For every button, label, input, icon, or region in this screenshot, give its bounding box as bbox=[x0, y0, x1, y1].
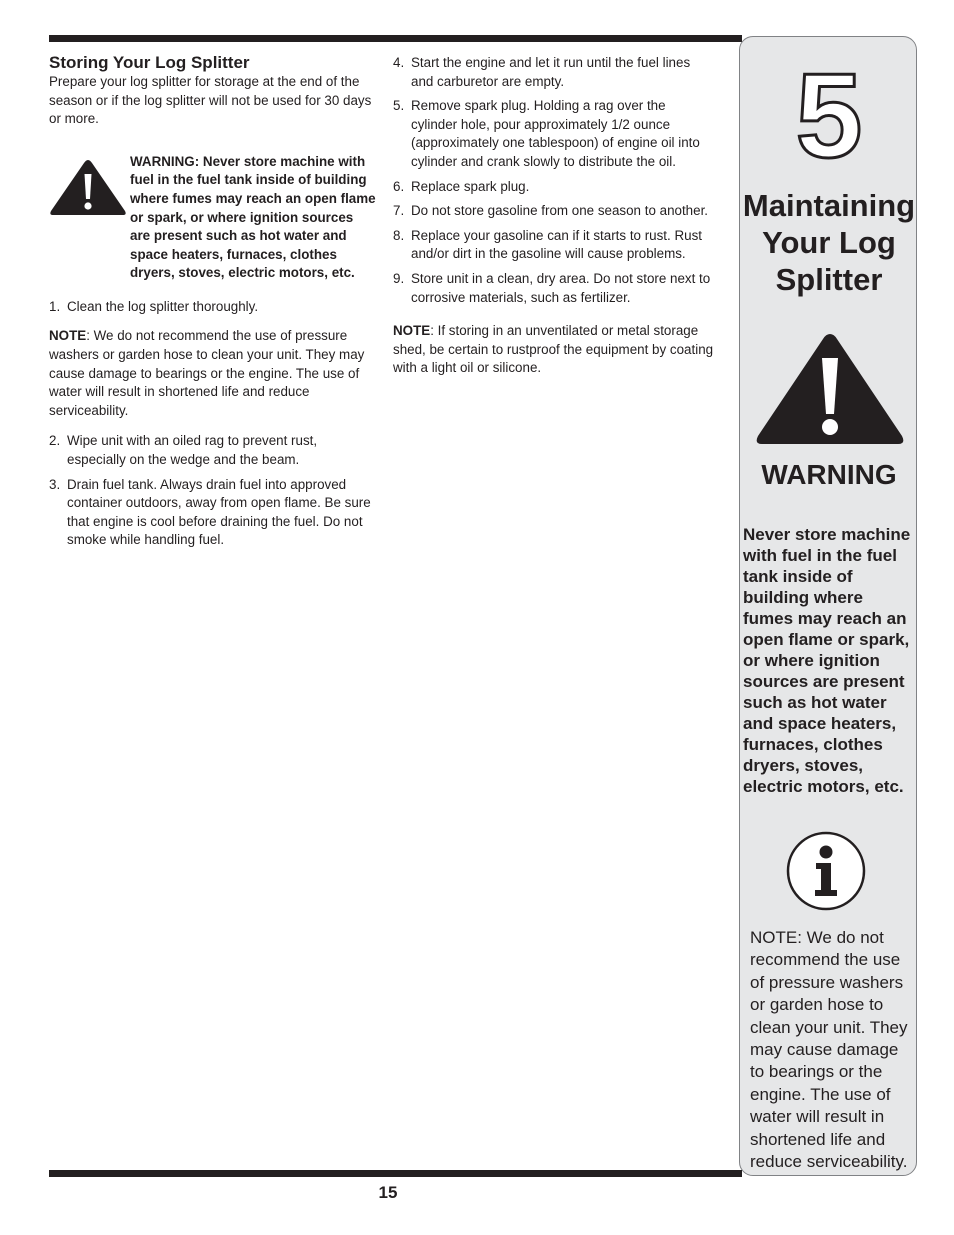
step-text: Clean the log splitter thoroughly. bbox=[67, 298, 259, 314]
list-item bbox=[49, 298, 377, 317]
warning-heading: WARNING bbox=[761, 459, 897, 490]
right-column bbox=[393, 54, 715, 378]
step-text: Replace spark plug. bbox=[411, 178, 530, 194]
warning-text: WARNING: Never store machine with fuel in the fuel tank inside of building where fumes may reach an open flame or spark, or where ignition sources are present such as hot water and space heaters, furnaces, clothes dryers, stoves, electric motors, etc. bbox=[130, 153, 376, 281]
step-text: Store unit in a clean, dry area. Do not store next to corrosive materials, such as fertilizer. bbox=[411, 270, 711, 305]
top-rule bbox=[49, 35, 742, 42]
list-item bbox=[393, 178, 715, 197]
step-number: 3. bbox=[49, 476, 61, 492]
chapter-title-line: Splitter bbox=[775, 262, 883, 297]
step-text: Do not store gasoline from one season to another. bbox=[411, 203, 709, 219]
chapter-number bbox=[740, 57, 918, 167]
list-item bbox=[393, 202, 715, 221]
step-number: 8. bbox=[393, 227, 405, 243]
chapter-title-line: Your Log bbox=[762, 225, 896, 260]
intro-paragraph: Prepare your log splitter for storage at the end of the season or if the log splitter will not be used for 30 days or more. bbox=[49, 74, 372, 127]
steps-list-a bbox=[49, 298, 377, 317]
warning-triangle-icon bbox=[49, 157, 127, 217]
note-paragraph bbox=[49, 327, 377, 420]
step-text: Start the engine and let it run until the fuel lines and carburetor are empty. bbox=[411, 55, 691, 89]
steps-list-b bbox=[49, 432, 377, 550]
note-label: NOTE bbox=[49, 328, 87, 344]
sidebar-warning-text: Never store machine with fuel in the fuel tank inside of building where fumes may reach an open flame or spark, or where ignition sources are present such as hot water and space heaters, furnaces, clothes dryers, stoves, electric motors, etc. bbox=[743, 525, 911, 796]
sidebar-note-text: NOTE: We do not recommend the use of pressure washers or garden hose to clean your unit. They may cause damage to bearings or the engine. The use of water will result in shortened life and reduce serviceability. bbox=[750, 928, 908, 1172]
chapter-number-text: 5 bbox=[795, 57, 863, 167]
list-item bbox=[49, 432, 377, 469]
step-number: 1. bbox=[49, 298, 61, 314]
list-item bbox=[393, 270, 715, 307]
page-number: 15 bbox=[378, 1183, 398, 1202]
step-text: Replace your gasoline can if it starts to rust. Rust and/or dirt in the gasoline will cause problems. bbox=[411, 227, 703, 262]
warning-triangle-icon bbox=[754, 330, 906, 450]
list-item bbox=[393, 54, 715, 91]
step-number: 7. bbox=[393, 203, 405, 219]
list-item bbox=[393, 97, 715, 171]
note-paragraph bbox=[393, 322, 715, 378]
step-text: Drain fuel tank. Always drain fuel into approved container outdoors, away from open flame. Be sure that engine is cool before draining the fuel. Do not smoke while handling fuel. bbox=[67, 476, 371, 548]
step-number: 2. bbox=[49, 433, 61, 449]
section-heading: Storing Your Log Splitter bbox=[49, 53, 250, 72]
step-number: 5. bbox=[393, 98, 405, 114]
left-column bbox=[49, 53, 377, 556]
chapter-sidebar bbox=[739, 36, 917, 1176]
warning-block bbox=[49, 153, 377, 293]
step-text: Wipe unit with an oiled rag to prevent rust, especially on the wedge and the beam. bbox=[67, 433, 318, 467]
step-number: 4. bbox=[393, 55, 405, 70]
note-label: NOTE bbox=[393, 323, 431, 339]
note-text: : If storing in an unventilated or metal storage shed, be certain to rustproof the equipment by coating with a light oil or silicone. bbox=[393, 323, 714, 376]
info-icon bbox=[785, 830, 867, 912]
note-text: : We do not recommend the use of pressure washers or garden hose to clean your unit. They may cause damage to bearings or the engine. The use of water will result in shortened life and reduce serviceability. bbox=[49, 328, 365, 418]
list-item bbox=[49, 476, 377, 550]
chapter-title bbox=[740, 187, 918, 298]
step-number: 6. bbox=[393, 178, 405, 194]
list-item bbox=[393, 227, 715, 264]
steps-list-c bbox=[393, 54, 715, 307]
chapter-title-line: Maintaining bbox=[742, 188, 916, 223]
bottom-rule bbox=[49, 1170, 742, 1177]
step-text: Remove spark plug. Holding a rag over the cylinder hole, pour approximately 1/2 ounce (approximately one tablespoon) of engine oil into cylinder and crank slowly to distribute the oil. bbox=[411, 98, 700, 169]
step-number: 9. bbox=[393, 270, 405, 286]
